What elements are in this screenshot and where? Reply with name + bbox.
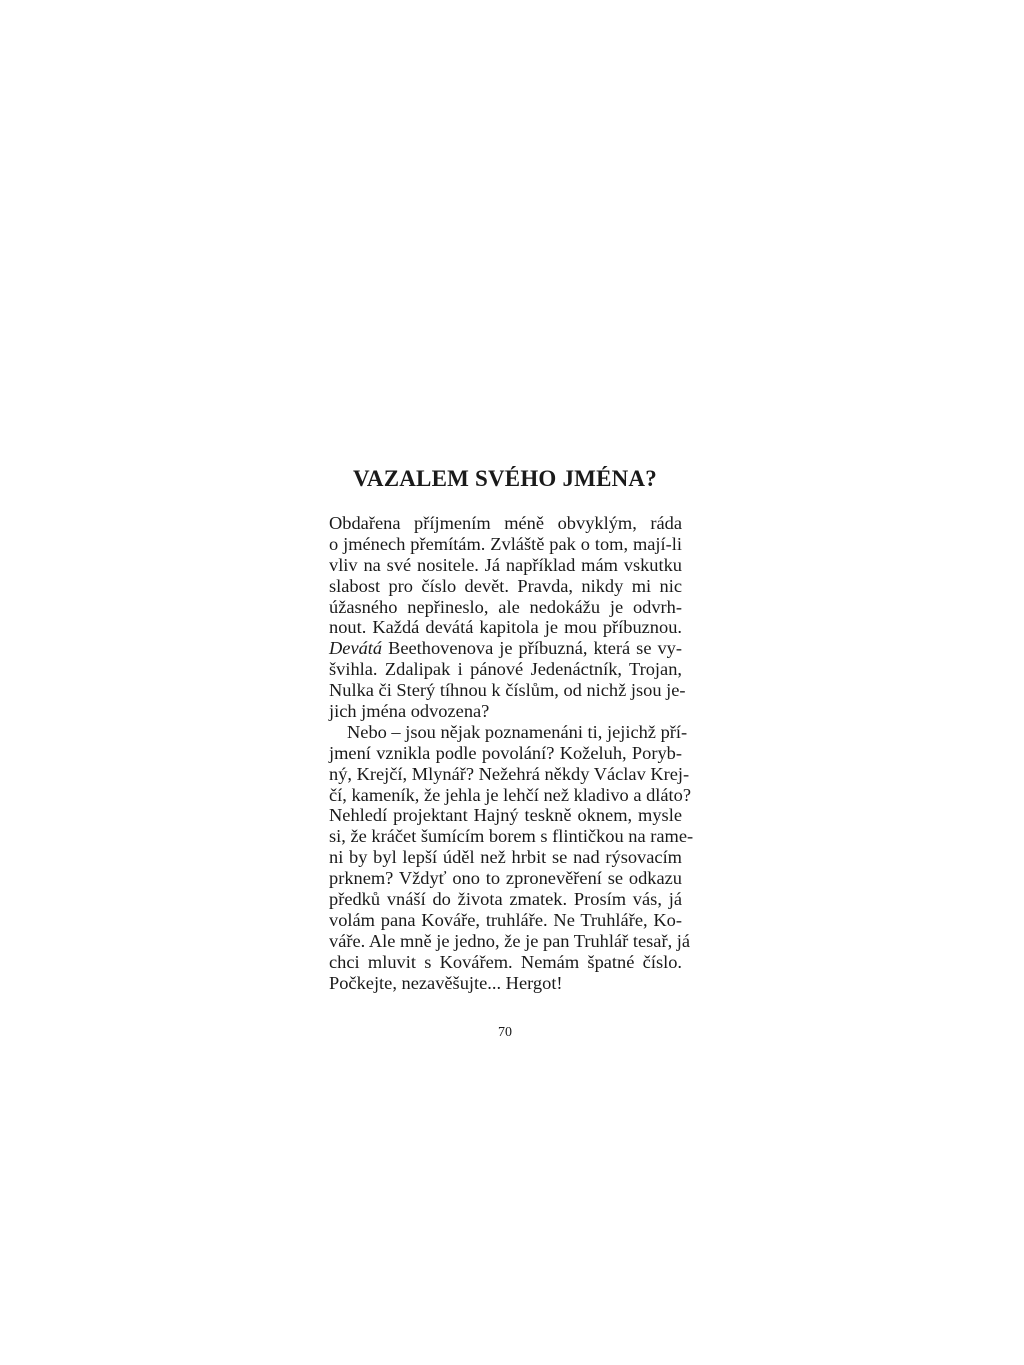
text-line: Nehledí projektant Hajný teskně oknem, mysle bbox=[329, 805, 682, 826]
text-line: ni by byl lepší úděl než hrbit se nad rýsovacím bbox=[329, 847, 682, 868]
text-line: chci mluvit s Kovářem. Nemám špatné číslo. bbox=[329, 951, 682, 972]
text-line: Obdařena příjmením méně obvyklým, ráda bbox=[329, 513, 682, 533]
text-line: čí, kameník, že jehla je lehčí než kladivo a dláto? bbox=[329, 784, 692, 805]
text-line: váře. Ale mně je jedno, že je pan Truhlář tesař, já bbox=[329, 930, 691, 951]
text-line: ný, Krejčí, Mlynář? Nežehrá někdy Václav Krej- bbox=[329, 763, 690, 784]
text-line: Nebo – jsou nějak poznamenáni ti, jejichž pří- bbox=[347, 721, 688, 742]
text-line: Počkejte, nezavěšujte... Hergot! bbox=[329, 972, 563, 993]
chapter-title: VAZALEM SVÉHO JMÉNA? bbox=[353, 466, 657, 491]
text-line: Nulka či Sterý tíhnou k číslům, od nichž jsou je- bbox=[329, 680, 686, 701]
text-line: volám pana Kováře, truhláře. Ne Truhláře, Ko- bbox=[329, 909, 682, 930]
text-line: nout. Každá devátá kapitola je mou příbuznou. bbox=[329, 617, 682, 638]
text-line: vliv na své nositele. Já například mám vskutku bbox=[329, 554, 682, 575]
page-number: 70 bbox=[498, 1025, 512, 1040]
text-line: si, že kráčet šumícím borem s flintičkou na rame- bbox=[329, 826, 694, 847]
text-line-rest: Beethovenova je příbuzná, která se vy- bbox=[382, 638, 682, 659]
chapter-body bbox=[329, 513, 694, 993]
text-line: jmení vznikla podle povolání? Koželuh, Poryb- bbox=[329, 742, 682, 763]
text-line: úžasného nepřineslo, ale nedokážu je odvrh- bbox=[329, 596, 682, 617]
text-line: předků vnáší do života zmatek. Prosím vás, já bbox=[329, 889, 682, 910]
text-line bbox=[329, 638, 682, 659]
text-line: jich jména odvozena? bbox=[329, 701, 490, 722]
text-line: prknem? Vždyť ono to zpronevěření se odkazu bbox=[329, 868, 682, 889]
text-line: slabost pro číslo devět. Pravda, nikdy mi nic bbox=[329, 575, 682, 596]
italic-work-title: Devátá bbox=[329, 638, 383, 659]
text-line: o jménech přemítám. Zvláště pak o tom, mají-li bbox=[329, 533, 682, 554]
text-line: švihla. Zdalipak i pánové Jedenáctník, Trojan, bbox=[329, 659, 682, 680]
